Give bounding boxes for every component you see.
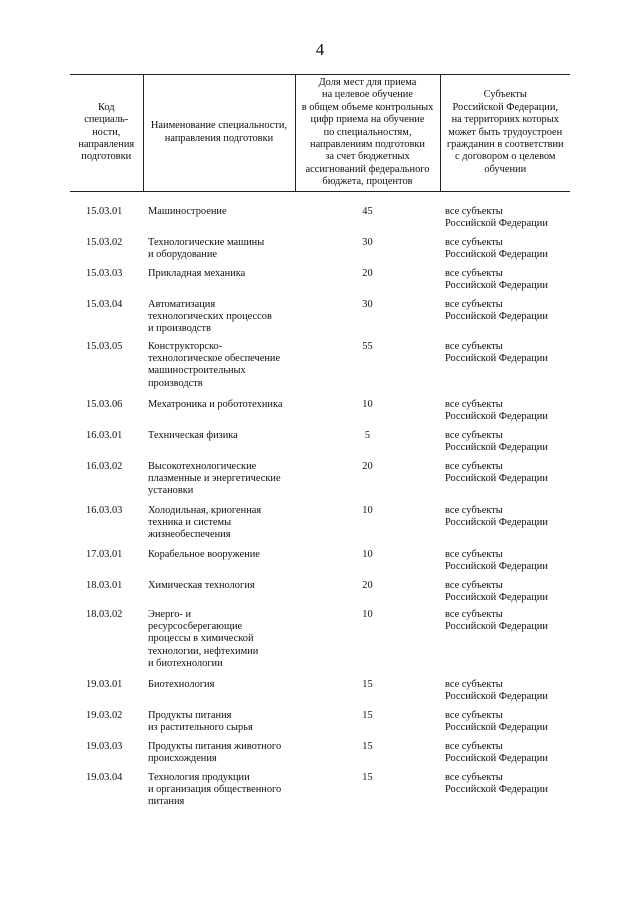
text-line: все субъекты — [445, 267, 503, 279]
text-line: установки — [148, 485, 194, 497]
row-code: 19.03.01 — [86, 678, 123, 690]
text-line: технологических процессов — [148, 311, 272, 323]
table-row — [70, 710, 570, 741]
row-share: 5 — [364, 429, 371, 441]
row-share: 15 — [362, 709, 373, 721]
text-line: все субъекты — [445, 504, 503, 516]
text-line: Биотехнология — [148, 678, 215, 690]
row-name — [143, 206, 295, 237]
text-line: специаль- — [84, 114, 129, 126]
text-line: все субъекты — [445, 740, 503, 752]
table-body — [70, 191, 570, 812]
row-subjects — [440, 399, 570, 430]
text-line: Конструкторско- — [148, 340, 223, 352]
text-line: цифр приема на обучение — [310, 114, 425, 126]
row-share: 15 — [362, 678, 373, 690]
table-row — [70, 299, 570, 341]
row-subjects — [440, 580, 570, 609]
text-line: Субъекты — [483, 89, 527, 101]
row-code: 18.03.02 — [86, 608, 123, 620]
row-share: 30 — [362, 298, 373, 310]
text-line: Наименование специальности, — [150, 120, 288, 132]
text-line: все субъекты — [445, 460, 503, 472]
text-line: Российской Федерации — [445, 442, 548, 454]
text-line: технологии, нефтехимии — [148, 645, 259, 657]
row-subjects — [440, 710, 570, 741]
table-row — [70, 206, 570, 237]
text-line: подготовки — [81, 151, 132, 163]
row-code: 18.03.01 — [86, 579, 123, 591]
row-name — [143, 341, 295, 399]
text-line: происхождения — [148, 753, 217, 765]
row-subjects — [440, 237, 570, 268]
row-code: 19.03.04 — [86, 771, 123, 783]
row-name — [143, 741, 295, 772]
text-line: все субъекты — [445, 429, 503, 441]
text-line: Российской Федерации — [445, 473, 548, 485]
table-row — [70, 268, 570, 299]
text-line: Корабельное вооружение — [148, 548, 260, 560]
text-line: питания — [148, 796, 185, 808]
row-name — [143, 399, 295, 430]
text-line: направлениям подготовки — [310, 139, 425, 151]
row-subjects — [440, 505, 570, 549]
text-line: ассигнований федерального — [305, 163, 430, 175]
row-code: 15.03.01 — [86, 205, 123, 217]
table-spacer-row — [70, 191, 570, 206]
text-line: Российской Федерации — [445, 691, 548, 703]
text-line: Высокотехнологические — [148, 460, 257, 472]
row-name — [143, 549, 295, 580]
text-line: техника и системы — [148, 517, 232, 529]
header-share — [295, 75, 440, 192]
text-line: Код — [97, 101, 115, 113]
text-line: Холодильная, криогенная — [148, 504, 262, 516]
row-subjects — [440, 461, 570, 505]
text-line: Российской Федерации — [445, 753, 548, 765]
text-line: все субъекты — [445, 340, 503, 352]
table-row — [70, 505, 570, 549]
table-row — [70, 237, 570, 268]
row-code: 19.03.03 — [86, 740, 123, 752]
text-line: по специальностям, — [323, 126, 412, 138]
table-row — [70, 461, 570, 505]
text-line: ресурсосберегающие — [148, 621, 243, 633]
text-line: все субъекты — [445, 298, 503, 310]
row-share: 10 — [362, 608, 373, 620]
text-line: все субъекты — [445, 608, 503, 620]
row-share: 20 — [362, 460, 373, 472]
row-share: 30 — [362, 236, 373, 248]
row-subjects — [440, 268, 570, 299]
row-name — [143, 461, 295, 505]
row-name — [143, 679, 295, 710]
table-row — [70, 549, 570, 580]
text-line: на целевое обучение — [322, 89, 413, 101]
text-line: производств — [148, 377, 203, 389]
quota-table-container — [70, 74, 570, 812]
row-code: 15.03.06 — [86, 398, 123, 410]
row-name — [143, 772, 295, 812]
text-line: жизнеобеспечения — [148, 529, 231, 541]
page-number: 4 — [315, 40, 325, 59]
text-line: направления подготовки — [164, 132, 274, 144]
text-line: Продукты питания — [148, 709, 232, 721]
text-line: Продукты питания животного — [148, 740, 282, 752]
text-line: Российской Федерации — [445, 218, 548, 230]
text-line: Техническая физика — [148, 429, 238, 441]
text-line: гражданин в соответствии — [446, 139, 564, 151]
row-name — [143, 237, 295, 268]
text-line: и биотехнологии — [148, 658, 223, 670]
row-subjects — [440, 741, 570, 772]
text-line: Прикладная механика — [148, 267, 246, 279]
row-share: 20 — [362, 267, 373, 279]
text-line: Технология продукции — [148, 771, 250, 783]
row-subjects — [440, 430, 570, 461]
row-name — [143, 580, 295, 609]
text-line: технологическое обеспечение — [148, 353, 281, 365]
row-name — [143, 505, 295, 549]
text-line: процессы в химической — [148, 633, 254, 645]
text-line: и производств — [148, 323, 211, 335]
row-code: 17.03.01 — [86, 548, 123, 560]
row-code: 19.03.02 — [86, 709, 123, 721]
text-line: все субъекты — [445, 678, 503, 690]
row-name — [143, 299, 295, 341]
row-code: 16.03.02 — [86, 460, 123, 472]
row-share: 10 — [362, 398, 373, 410]
row-share: 15 — [362, 740, 373, 752]
text-line: Российской Федерации — [445, 784, 548, 796]
header-name — [143, 75, 295, 192]
text-line: Энерго- и — [148, 608, 192, 620]
row-subjects — [440, 609, 570, 679]
table-row — [70, 430, 570, 461]
table-row — [70, 679, 570, 710]
text-line: все субъекты — [445, 398, 503, 410]
row-code: 15.03.05 — [86, 340, 123, 352]
row-subjects — [440, 206, 570, 237]
table-row — [70, 741, 570, 772]
text-line: все субъекты — [445, 548, 503, 560]
text-line: Российской Федерации — [445, 621, 548, 633]
table-row — [70, 772, 570, 812]
text-line: Российской Федерации — [445, 722, 548, 734]
header-subjects — [440, 75, 570, 192]
text-line: Машиностроение — [148, 205, 227, 217]
text-line: за счет бюджетных — [325, 151, 410, 163]
text-line: Доля мест для приема — [318, 77, 417, 88]
row-code: 15.03.03 — [86, 267, 123, 279]
table-row — [70, 341, 570, 399]
table-row — [70, 580, 570, 609]
row-subjects — [440, 679, 570, 710]
row-code: 15.03.04 — [86, 298, 123, 310]
text-line: Российской Федерации — [445, 592, 548, 604]
row-subjects — [440, 549, 570, 580]
row-share: 20 — [362, 579, 373, 591]
row-code: 15.03.02 — [86, 236, 123, 248]
row-name — [143, 268, 295, 299]
text-line: Технологические машины — [148, 236, 265, 248]
text-line: Российской Федерации — [445, 280, 548, 292]
text-line: машиностроительных — [148, 365, 246, 377]
text-line: все субъекты — [445, 236, 503, 248]
text-line: направления — [78, 139, 135, 151]
text-line: плазменные и энергетические — [148, 473, 281, 485]
text-line: все субъекты — [445, 579, 503, 591]
text-line: Российской Федерации — [445, 411, 548, 423]
text-line: Российской Федерации — [445, 561, 548, 573]
row-share: 10 — [362, 504, 373, 516]
text-line: Автоматизация — [148, 298, 216, 310]
table-row — [70, 399, 570, 430]
text-line: может быть трудоустроен — [448, 126, 563, 138]
text-line: с договором о целевом — [455, 151, 556, 163]
text-line: и организация общественного — [148, 784, 282, 796]
row-code: 16.03.03 — [86, 504, 123, 516]
text-line: Химическая технология — [148, 579, 255, 591]
row-subjects — [440, 341, 570, 399]
text-line: Российской Федерации — [445, 249, 548, 261]
text-line: все субъекты — [445, 205, 503, 217]
text-line: бюджета, процентов — [322, 176, 413, 188]
text-line: из растительного сырья — [148, 722, 253, 734]
text-line: ности, — [92, 126, 121, 138]
header-code — [70, 75, 143, 192]
table-row — [70, 609, 570, 679]
row-name — [143, 430, 295, 461]
text-line: все субъекты — [445, 771, 503, 783]
text-line: Российской Федерации — [445, 353, 548, 365]
text-line: все субъекты — [445, 709, 503, 721]
row-subjects — [440, 772, 570, 812]
table-header — [70, 75, 570, 192]
row-share: 45 — [362, 205, 373, 217]
row-share: 15 — [362, 771, 373, 783]
quota-table — [70, 74, 570, 812]
row-share: 10 — [362, 548, 373, 560]
row-subjects — [440, 299, 570, 341]
text-line: обучении — [484, 163, 527, 175]
text-line: на территориях которых — [451, 114, 559, 126]
row-name — [143, 710, 295, 741]
text-line: Российской Федерации — [445, 517, 548, 529]
text-line: в общем объеме контрольных — [301, 101, 434, 113]
row-code: 16.03.01 — [86, 429, 123, 441]
row-name — [143, 609, 295, 679]
text-line: Мехатроника и робототехника — [148, 398, 283, 410]
text-line: Российской Федерации, — [452, 101, 558, 113]
text-line: Российской Федерации — [445, 311, 548, 323]
row-share: 55 — [362, 340, 373, 352]
text-line: и оборудование — [148, 249, 218, 261]
